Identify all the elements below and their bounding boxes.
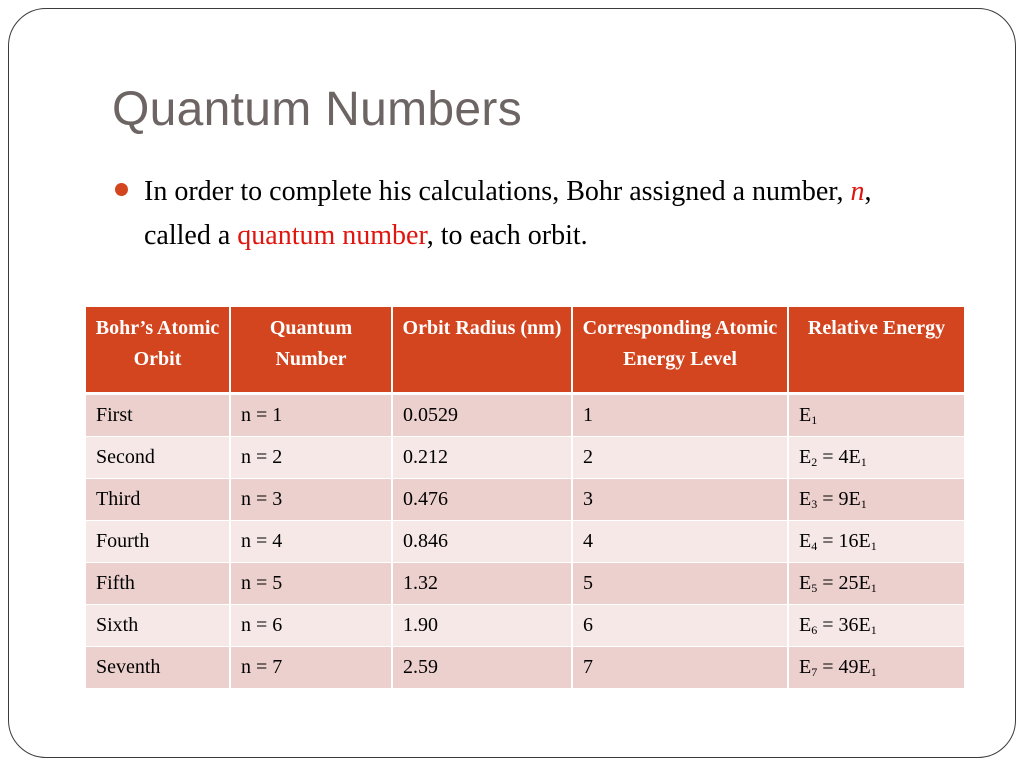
cell-orbit: First (86, 393, 230, 436)
cell-relative-energy: $E_1$ (788, 393, 964, 436)
cell-orbit: Sixth (86, 604, 230, 646)
cell-orbit-radius: 2.59 (392, 646, 572, 688)
bullet-highlight-term: quantum number (237, 220, 427, 251)
bullet-dot-icon (115, 183, 128, 196)
cell-quantum-number: n = 6 (230, 604, 392, 646)
header-quantum-number: Quantum Number (230, 307, 392, 393)
cell-orbit: Fifth (86, 562, 230, 604)
header-energy-level: Corresponding Atomic Energy Level (572, 307, 788, 393)
cell-orbit-radius: 1.32 (392, 562, 572, 604)
cell-relative-energy: $E_7 = 49E_1$ (788, 646, 964, 688)
cell-relative-energy: $E_5 = 25E_1$ (788, 562, 964, 604)
table-row (86, 478, 964, 520)
cell-relative-energy: $E_6 = 36E_1$ (788, 604, 964, 646)
header-relative-energy: Relative Energy (788, 307, 964, 393)
header-orbit-radius: Orbit Radius (nm) (392, 307, 572, 393)
table-row (86, 646, 964, 688)
table-row (86, 436, 964, 478)
bullet-text-part1: In order to complete his calculations, Bohr assigned a number, (144, 176, 851, 207)
table-row (86, 393, 964, 436)
bullet-text (144, 170, 915, 258)
table-row (86, 562, 964, 604)
quantum-table (86, 307, 964, 689)
cell-relative-energy: $E_3 = 9E_1$ (788, 478, 964, 520)
cell-quantum-number: n = 7 (230, 646, 392, 688)
cell-orbit-radius: 0.846 (392, 520, 572, 562)
cell-energy-level: 7 (572, 646, 788, 688)
cell-orbit: Seventh (86, 646, 230, 688)
cell-orbit: Second (86, 436, 230, 478)
cell-energy-level: 3 (572, 478, 788, 520)
cell-relative-energy: $E_4 = 16E_1$ (788, 520, 964, 562)
cell-orbit: Third (86, 478, 230, 520)
cell-energy-level: 2 (572, 436, 788, 478)
cell-orbit-radius: 0.476 (392, 478, 572, 520)
bullet-text-part2: , called a (144, 176, 872, 251)
cell-quantum-number: n = 2 (230, 436, 392, 478)
cell-quantum-number: n = 4 (230, 520, 392, 562)
table-header-row (86, 307, 964, 393)
cell-relative-energy: $E_2 = 4E_1$ (788, 436, 964, 478)
bullet-point (115, 170, 915, 258)
cell-orbit-radius: 0.0529 (392, 393, 572, 436)
table-row (86, 604, 964, 646)
cell-quantum-number: n = 3 (230, 478, 392, 520)
bullet-text-part3: , to each orbit. (426, 220, 588, 251)
cell-orbit-radius: 1.90 (392, 604, 572, 646)
cell-energy-level: 1 (572, 393, 788, 436)
header-orbit: Bohr’s Atomic Orbit (86, 307, 230, 393)
cell-energy-level: 5 (572, 562, 788, 604)
table-row (86, 520, 964, 562)
cell-quantum-number: n = 1 (230, 393, 392, 436)
cell-energy-level: 4 (572, 520, 788, 562)
cell-quantum-number: n = 5 (230, 562, 392, 604)
cell-energy-level: 6 (572, 604, 788, 646)
slide-title: Quantum Numbers (112, 83, 522, 136)
bullet-variable-n: n (850, 176, 865, 207)
cell-orbit: Fourth (86, 520, 230, 562)
cell-orbit-radius: 0.212 (392, 436, 572, 478)
